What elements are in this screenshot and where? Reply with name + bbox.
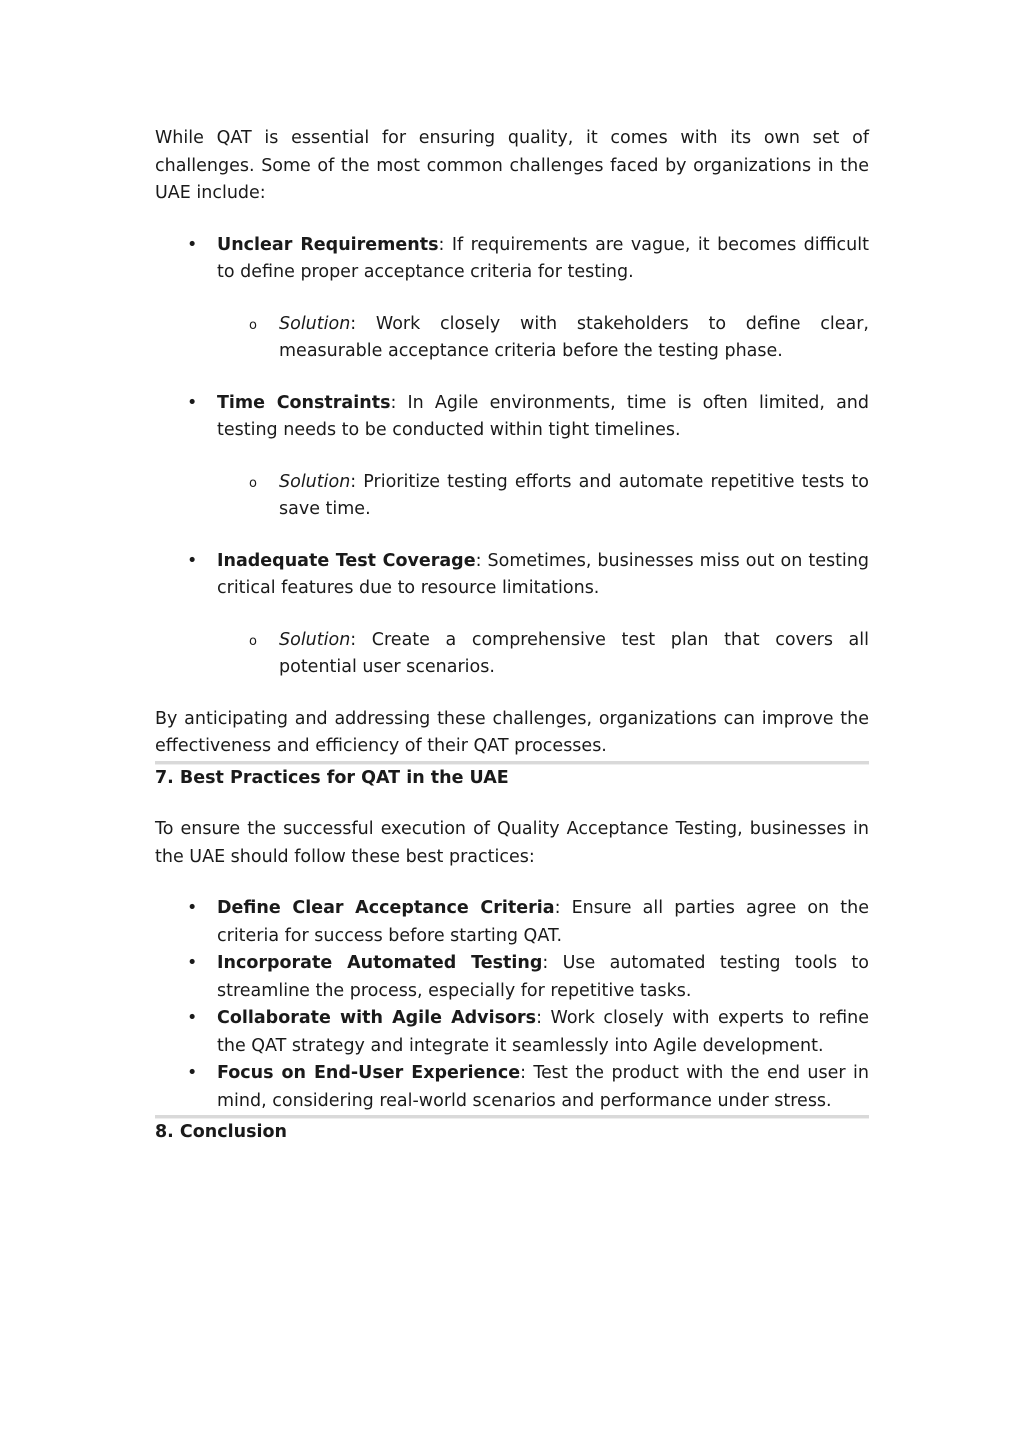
list-item-automated-testing	[155, 950, 869, 1005]
solution-description: : Work closely with stakeholders to define clear, measurable acceptance criteria before the testing phase.	[279, 313, 869, 361]
section-8-heading: 8. Conclusion	[155, 1122, 287, 1142]
list-item-unclear-requirements	[155, 232, 869, 366]
practice-description: : Ensure all parties agree on the criteria for success before starting QAT.	[217, 898, 870, 946]
circle-bullet-icon: o	[249, 475, 257, 491]
bullet-icon: •	[187, 550, 198, 571]
best-practices-intro-paragraph: To ensure the successful execution of Quality Acceptance Testing, businesses in the UAE should follow these best practices:	[155, 819, 869, 867]
bullet-icon: •	[187, 1008, 198, 1028]
solution-text	[279, 311, 869, 366]
practice-text	[217, 950, 869, 1005]
practice-text	[217, 1005, 869, 1060]
solution-item	[217, 469, 869, 524]
solution-description: : Create a comprehensive test plan that covers all potential user scenarios.	[279, 629, 869, 677]
bullet-icon: •	[187, 953, 198, 973]
practice-title: Collaborate with Agile Advisors	[217, 1008, 537, 1028]
practice-description: : Use automated testing tools to streamline the process, especially for repetitive tasks.	[217, 953, 869, 1001]
challenge-title: Time Constraints	[217, 392, 391, 413]
challenge-description: : If requirements are vague, it becomes difficult to define proper acceptance criteria for testing.	[217, 234, 869, 282]
practice-description: : Test the product with the end user in mind, considering real-world scenarios and performance under stress.	[217, 1063, 869, 1111]
circle-bullet-icon: o	[249, 317, 257, 333]
challenge-description: : Sometimes, businesses miss out on testing critical features due to resource limitations.	[217, 550, 869, 598]
practice-title: Define Clear Acceptance Criteria	[217, 898, 555, 918]
list-item-inadequate-test-coverage	[155, 548, 869, 682]
list-item-agile-advisors	[155, 1005, 869, 1060]
list-item-end-user-experience	[155, 1060, 869, 1115]
solution-item	[217, 627, 869, 682]
practice-title: Focus on End-User Experience	[217, 1063, 521, 1083]
challenge-title: Inadequate Test Coverage	[217, 550, 476, 571]
practice-text	[217, 895, 869, 950]
practice-title: Incorporate Automated Testing	[217, 953, 543, 973]
solution-label: Solution	[279, 471, 351, 492]
practice-description: : Work closely with experts to refine the QAT strategy and integrate it seamlessly into Agile development.	[217, 1008, 869, 1056]
practice-text	[217, 1060, 869, 1115]
document-page	[155, 125, 869, 1171]
bullet-icon: •	[187, 234, 198, 255]
list-item-time-constraints	[155, 390, 869, 524]
challenge-description: : In Agile environments, time is often limited, and testing needs to be conducted within tight timelines.	[217, 392, 869, 440]
solution-text	[279, 469, 869, 524]
challenges-intro-paragraph: While QAT is essential for ensuring quality, it comes with its own set of challenges. Some of the most common challenges faced by organizations in the UAE include:	[155, 128, 869, 203]
section-7-heading: 7. Best Practices for QAT in the UAE	[155, 767, 509, 788]
bullet-icon: •	[187, 1063, 198, 1083]
challenge-text	[217, 548, 869, 603]
solution-item	[217, 311, 869, 366]
challenge-text	[217, 232, 869, 287]
solution-label: Solution	[279, 629, 351, 650]
challenges-closing-paragraph: By anticipating and addressing these challenges, organizations can improve the effectiveness and efficiency of their QAT processes.	[155, 708, 869, 756]
solution-text	[279, 627, 869, 682]
bullet-icon: •	[187, 392, 198, 413]
challenges-list	[155, 232, 869, 682]
challenge-title: Unclear Requirements	[217, 234, 439, 255]
solution-description: : Prioritize testing efforts and automate repetitive tests to save time.	[279, 471, 869, 519]
best-practices-list	[155, 895, 869, 1115]
bullet-icon: •	[187, 898, 198, 918]
solution-label: Solution	[279, 313, 351, 334]
circle-bullet-icon: o	[249, 633, 257, 649]
list-item-define-criteria	[155, 895, 869, 950]
challenge-text	[217, 390, 869, 445]
